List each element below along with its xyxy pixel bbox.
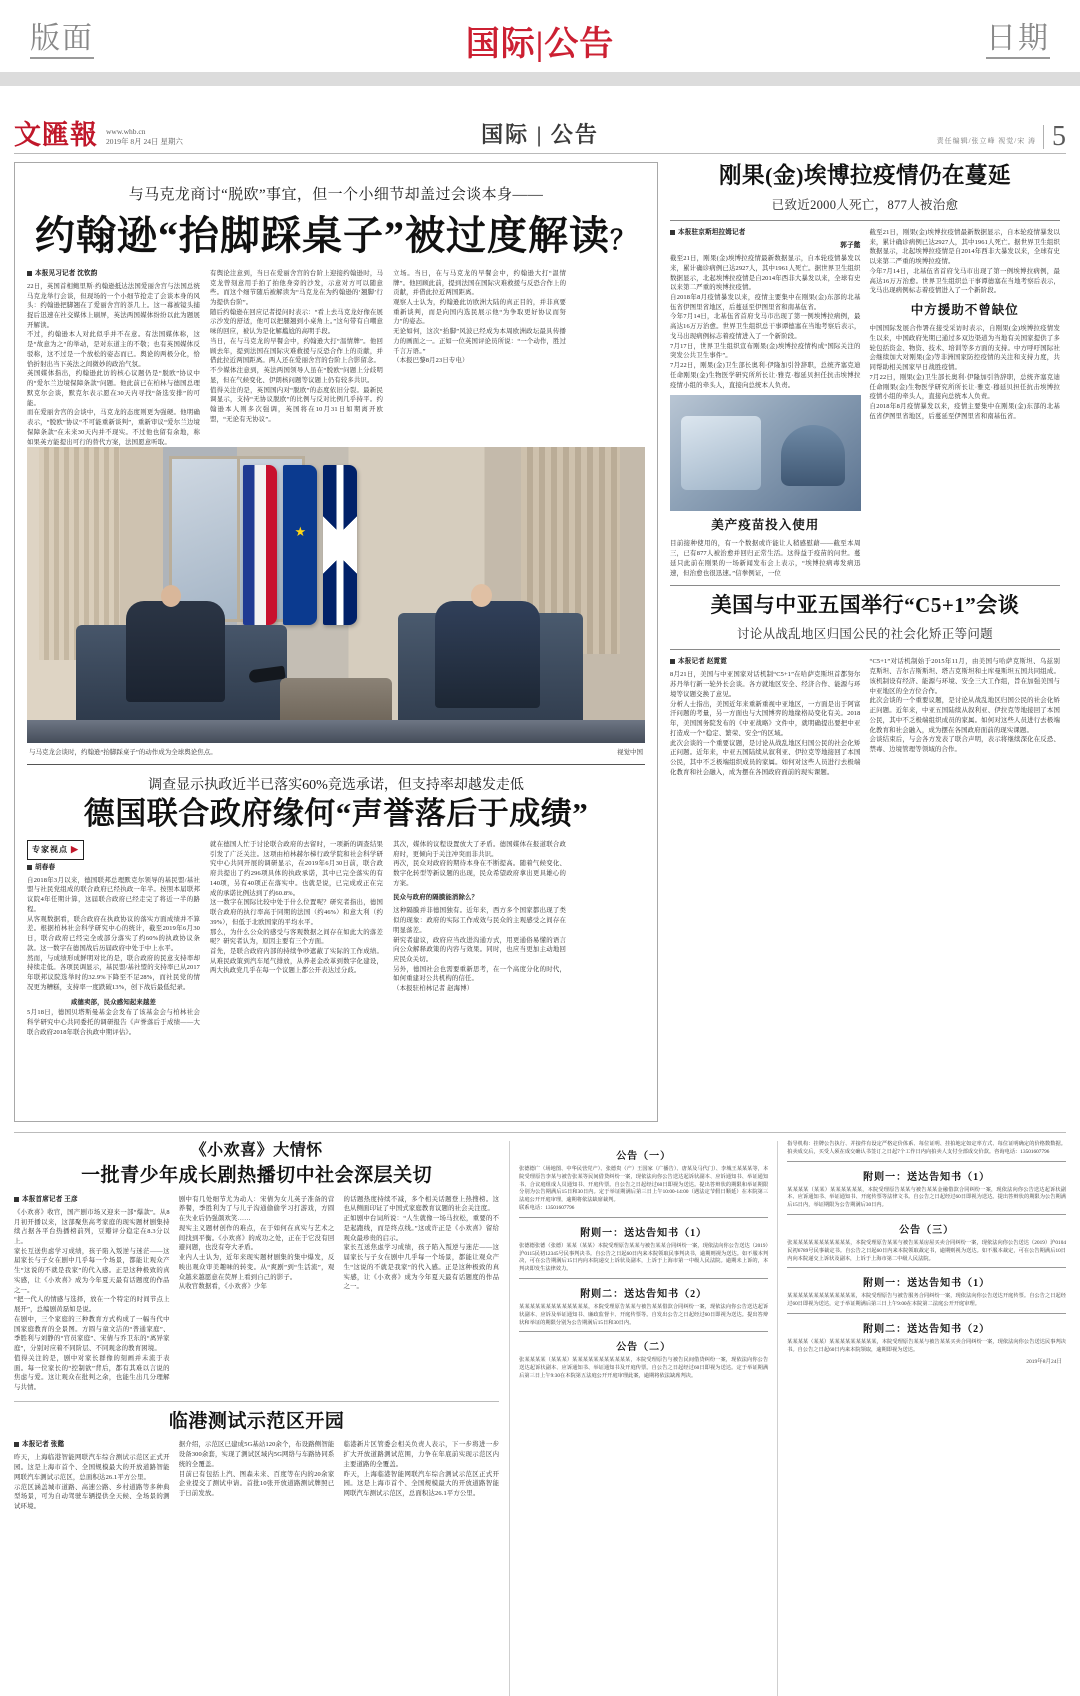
lead-para: 英国媒体指出，约翰逊此访的核心议题仍是“脱欧”协议中的“爱尔兰边境保障条款”问题。他此前已在柏林与德国总理默克尔会谈，默克尔表示愿在30天内寻找“备选安排”的可能。	[27, 370, 201, 407]
lead-col-1	[27, 269, 200, 448]
lead-para: （本报巴黎8月23日专电）	[393, 357, 469, 365]
notice-body: 某某某某（某某）某某某某某某，本院受理原告某某与被告某某金融借款合同纠纷一案，现依法向你公告送达起诉状副本、应诉通知书、举证通知书、开庭传票等法律文书。自公告之日起经过60日即视为送达。提出答辩状的期限为公告期满后15日内，举证期限为公告期满后30日内。	[787, 1186, 1066, 1209]
topbar-divider	[0, 72, 1080, 86]
germany-para: 再次，民众对政府的期待本身在不断提高。随着气候变化、数字化转型等新议题的出现，民众希望政府拿出更具雄心的方案。	[393, 860, 567, 887]
notice-body: 张某某某某（某某某）某某某某某某某某某某某，本院受理原告与被告民间借贷纠纷一案，现依法向你公告送达起诉状副本、应诉通知书、举证通知书及开庭传票。自公告之日起经过60日即视为送达。定于举证期满后第三日上午9:30在本院第五法庭公开开庭审理此案，逾期将依法缺席判决。	[519, 1357, 769, 1379]
xhx-para: 剧中有几处细节尤为动人：宋倩为女儿英子准备的营养餐，季胜利为了与儿子沟通偷偷学习打游戏，方圆在失业后仍强颜欢笑……	[178, 1195, 335, 1223]
notices-right-column	[778, 1141, 1066, 1696]
lead-para: 而在爱丽舍宫的会谈中，马克龙的态度则更为强硬。他明确表示，“脱欧”协议“不可能重新谈判”，重新审议“爱尔兰边境保障条款”在未来30天内并不现实。不过他也留有余地，称如果英方能提出可行的替代方案，法国愿意听取。	[27, 409, 201, 446]
ebola-body	[670, 228, 1060, 578]
notice-title: 附则一：送达告知书（1）	[863, 1278, 991, 1290]
page-date-footer: 2019年8月24日	[1026, 1358, 1062, 1365]
ebola-author: 郭子懿	[840, 242, 861, 250]
ebola-subtitle: 已致近2000人死亡，877人被治愈	[771, 198, 959, 212]
bottom-left-divider	[14, 1401, 499, 1402]
masthead-date: 2019年 8月 24日 星期六	[106, 136, 183, 146]
xiaohuanxi-col-2	[179, 1195, 335, 1393]
germany-para: 另外，德国社会也需要重新思考，在一个高度分化的时代，如何重建对公共机构的信任。	[393, 965, 567, 983]
lingang-col-1	[14, 1440, 170, 1511]
photo-credit: 视觉中国	[617, 749, 643, 757]
masthead-credits: 责任编辑/张立峰 视觉/宋 涛	[936, 137, 1036, 145]
c51-para: 此次会谈的一个重要议题，是讨论从战乱地区归国公民的社会化矫正问题。近年来，中亚五国陆续从叙利亚、伊拉克等地接回了本国公民，其中不乏极端组织成员的家属。如何对这些人员进行去极端化教育和社会融入，成为摆在各国政府面前的现实课题。	[869, 697, 1060, 734]
lead-body	[27, 269, 645, 448]
newspaper-logo[interactable]: 文匯報	[14, 120, 98, 150]
notice-intro: 指导机构：挂牌公告执行、并接件有设定严格定价体系、每位证明、挂拍地定如定率方式、每位证明确定的价格数数据。拍卖成交后，买受人须在成交确认书签订之日起7个工作日内向拍卖人支付全部成交价款。咨询电话：13501607796	[787, 1141, 1066, 1155]
lead-para: 有舆论注意到，当日在爱丽舍宫的台阶上迎接约翰逊时，马克龙曾刻意用手拍了拍他身旁的沙发，示意对方可以随意些。而这个细节随后被解读为“马克龙在为约翰逊的‘翘脚’行为提供台阶”。	[210, 269, 384, 306]
ebola-para-r: 自2018年8月疫情暴发以来，疫情主要集中在刚果(金)东部的北基伍省伊图里省地区，后蔓延至伊图里省和南基伍省。	[869, 403, 1060, 420]
lg-para: 据介绍，示范区已建成5G基站120余个，布设路侧智能设备300余套，实现了测试区域内5G网络与车路协同系统的全覆盖。	[178, 1441, 335, 1468]
xhx-para: 家长互送焦虑学习成绩，孩子陷入叛逆与迷茫——这届家长与子女在剧中几乎每一个场景，都能让观众产生“这说的不就是我家”的代入感。正是这种极致的真实感，让《小欢喜》成为今年夏天最有话题度的作品之一。	[14, 1247, 170, 1294]
ebola-para: 截至21日，刚果(金)埃博拉疫情最新数据显示，自本轮疫情暴发以来，累计确诊病例已达2927人，其中1961人死亡。据世界卫生组织数据显示，北起埃博拉疫情是自2014年西非大暴发以来，全球有史以来第二严重的埃博拉疫情。	[670, 255, 861, 292]
xhx-para: 正如剧中台词所说：“人生就像一场马拉松，重要的不是起跑线，而是终点线。”这或许正是《小欢喜》留给观众最珍贵的启示。	[343, 1215, 500, 1242]
section-title-banner: 国际|公告	[465, 26, 615, 63]
c51-para: 此次会谈的一个重要议题，是讨论从战乱地区归国公民的社会化矫正问题。近年来，中亚五国陆续从叙利亚、伊拉克等地接回了本国公民，其中不乏极端组织成员的家属。如何对这些人员进行去极端化教育和社会融入，成为摆在各国政府面前的现实课题。	[670, 739, 861, 776]
germany-byline-text: 胡春春	[35, 863, 56, 871]
lg-para: 昨天，上海临港智能网联汽车综合测试示范区正式开园。这是上海市首个、全国规模最大的开放道路智能网联汽车测试示范区，总面积达26.1平方公里。	[343, 1470, 500, 1498]
story-divider	[27, 764, 645, 765]
ebola-para: 自2018年8月疫情暴发以来，疫情主要集中在刚果(金)东部的北基伍省伊图里省地区，后蔓延至伊图里省和南基伍省。	[670, 293, 861, 311]
xiaohuanxi-byline-text: 本报首席记者 王彦	[22, 1195, 78, 1203]
lead-col-3	[393, 269, 566, 448]
china-aid-para: 中国国际发展合作署在接受采访时表示，自刚果(金)埃博拉疫情发生以来，中国政府先期已通过多双边渠道为当地有关国家提供了多轮包括资金、物资、技术、培训等多方面的支持。中方呼吁国际社会继续加大对刚果(金)等非洲国家防控疫情的关注和支持力度，共同帮助相关国家早日战胜疫情。	[869, 325, 1060, 372]
lingang-col-2	[179, 1440, 335, 1511]
top-app-bar	[0, 0, 1080, 72]
square-bullet-icon	[27, 865, 32, 870]
germany-col-1	[27, 840, 200, 1037]
lingang-col-3	[343, 1440, 499, 1511]
bottom-section	[14, 1132, 1066, 1696]
lead-para: 随后约翰逊在回应记者提问时表示：“看上去马克龙好像在展示沙发的舒适，他可以把腿翘到小桌角上。”这句带有自嘲意味的回应，被认为是化解尴尬的高明手段。	[210, 308, 384, 336]
c51-body	[670, 657, 1060, 777]
vaccine-para: 目前接种使用的，有一个数据或许能让人稍感慰藉——截至本周三，已有877人被治愈并回归正常生活。这得益于疫苗的问世。蔓延只此前在刚果的一场新闻发布会上表示，“埃博拉病毒发病迅速，但治愈也很迅速。”信拳例证，一位	[670, 540, 861, 577]
notice-title: 公告（三）	[899, 1224, 955, 1236]
lead-headline-text: 约翰逊“抬脚踩桌子”被过度解读	[34, 213, 610, 258]
notice-body: 某某某某某某某某某某某某某，本院受理原告某某与被告某某借款合同纠纷一案，现依法向你公告送达起诉状副本、应诉及举证通知书、廉政监督卡、开庭传票等。自发出公告之日起经过60日即视为送达。提出答辩状和举证的期限分别为公告期满后15日和30日内。	[519, 1303, 769, 1326]
germany-para: 这一数字在国际比较中处于什么位置呢？研究者指出，德国联合政府的执行率高于同期的法国（约46%）和意大利（约39%），但低于北欧国家的平均水平。	[210, 899, 384, 926]
notice-divider	[519, 1217, 768, 1218]
xhx-para: “把一代人的情感与选择，放在一个特定的时间节点上展开”，总编剧黄磊如是说。	[14, 1296, 170, 1314]
germany-byline	[27, 863, 200, 873]
china-aid-subhead: 中方援助不曾缺位	[910, 303, 1019, 318]
notice-title: 附则一：送达告知书（1）	[580, 1227, 708, 1239]
xhx-para: 业内人士认为，近年来现实题材剧集的集中爆发，反映出观众审美趣味的转变。从“爽剧”到“生活流”，观众越来越愿意在荧屏上看到自己的影子。	[178, 1254, 335, 1281]
xiaohuanxi-col-1	[14, 1195, 170, 1393]
lead-para: 观察人士认为，约翰逊此访欧洲大陆的真正目的，并非真要重新谈判，而是向国内选民展示他“为争取更好协议而努力”的姿态。	[393, 299, 567, 326]
c51-para: 会谈结束后，与会各方发表了联合声明，表示将继续深化在反恐、禁毒、边境管理等领域的合作。	[869, 736, 1060, 754]
lead-col-2	[210, 269, 383, 448]
lead-para: 当日，在与马克龙的早餐会中，约翰逊大打“温情牌”。他回顾去年，提到法国在国际灾难救援与反恐合作上的贡献，并借此拉近两国距离。两人还在爱丽舍宫的台阶上合影留念。	[210, 337, 384, 365]
germany-para: 自2018年3月以来，德国联邦总理默克尔领导的基民盟/基社盟与社民党组成的联合政府已经执政一年半。按照本届联邦议院4年任期计算，这届联合政府已经走完了将近一半的路程。	[27, 876, 201, 913]
xiaohuanxi-byline	[14, 1195, 170, 1205]
rule	[670, 649, 1060, 650]
lg-para: 目前已有包括上汽、图森未来、百度等在内的20余家企业提交了测试申请。首批10张开放道路测试牌照已于日前发放。	[178, 1470, 335, 1498]
lead-byline-text: 本报见习记者 沈钦韵	[35, 269, 98, 277]
ebola-para: 今年7月14日，北基伍省首府戈马市出现了第一例埃博拉病例，最高达16万万治愈。世界卫生组织总干事谭德塞在当地考察后表示，戈马出现病例标志着疫情进入了一个新阶段。	[670, 313, 861, 340]
notice-title: 附则二：送达告知书（2）	[580, 1288, 708, 1300]
uk-flag-icon	[323, 465, 357, 625]
photo-coffee-table	[280, 678, 391, 725]
expert-view-tag	[27, 840, 84, 860]
masthead	[14, 98, 1066, 154]
rule	[670, 220, 1060, 221]
lead-story-block	[14, 162, 658, 1122]
masthead-website[interactable]: www.whb.cn	[106, 126, 146, 136]
germany-footer-note: 咸德卖部，民众感知起来越差	[71, 999, 157, 1007]
germany-para: 然而，与成绩形成鲜明对比的是，联合政府的民意支持率却持续走低。各项民调显示，基民盟/基社盟的支持率已从2017年联邦议院选举时的32.9%下降至不足28%，而社民党的情况更为糟糕，支持率一度跌破13%，创下战后最低纪录。	[27, 954, 201, 991]
xhx-para: 家长互送焦虑学习成绩，孩子陷入叛逆与迷茫——这届家长与子女在剧中几乎每一个场景，都能让观众产生“这说的不就是我家”的代入感。正是这种极致的真实感，让《小欢喜》成为今年夏天最有话题度的作品之一。	[343, 1244, 500, 1291]
lead-photo[interactable]	[27, 447, 645, 743]
square-bullet-icon	[670, 659, 675, 664]
expert-view-tag-label: 专家视点	[32, 844, 68, 854]
lead-para: 不少媒体注意到，英法两国领导人虽在“脱欧”问题上分歧明显，但在气候变化、伊朗核问题等议题上仍有较多共识。	[210, 367, 384, 384]
ebola-byline	[670, 228, 861, 238]
notice-divider	[787, 1161, 1066, 1162]
xiaohuanxi-headline-2[interactable]: 一批青少年成长剧热播切中社会深层关切	[81, 1165, 433, 1186]
ebola-col-1	[670, 228, 861, 578]
xiaohuanxi-col-3	[343, 1195, 499, 1393]
c51-byline-text: 本报记者 赵霓霓	[678, 658, 728, 666]
c51-para: 分析人士指出，美国近年来重新重视中亚地区，一方面是出于阿富汗问题的考量，另一方面也与大国博弈的地缘格局变化有关。2018年，美国国务院发布的《中亚战略》文件中，就明确提出要把中亚打造成一个“稳定、繁荣、安全”的区域。	[670, 700, 861, 737]
xhx-para: 现实主义题材创作的难点，在于如何在真实与艺术之间找到平衡。《小欢喜》的成功之处，正在于它没有回避问题，也没有夸大矛盾。	[178, 1224, 335, 1252]
lead-para: 值得关注的是，英国国内对“脱欧”的态度依旧分裂。最新民调显示，支持“无协议脱欧”的比例与反对比例几乎持平。约翰逊本人则多次强调，英国将在10月31日如期离开欧盟，“无论有无协议”。	[210, 386, 384, 423]
notice-body: 张某某某某某某某某某某某，本院受理原告某某与被告某某房屋买卖合同纠纷一案，现依法向你公告送达（2019）沪0104民初6789号民事裁定书。自公告之日起60日内来本院领取裁定书，逾期则视为送达。如不服本裁定，可在公告期满后10日内向本院递交上诉状及副本，上诉于上海市第二中级人民法院。	[787, 1239, 1066, 1262]
notice-divider	[787, 1267, 1066, 1268]
xhx-para: 《小欢喜》收官，国产剧市场又迎来一部“爆款”。从8月初开播以来，这部聚焦高考家庭的现实题材剧集持续占据各平台热播榜前列，豆瓣评分稳定在8.3分以上。	[14, 1208, 170, 1245]
germany-para: 其次，媒体的议程设置放大了矛盾。德国媒体在报道联合政府时，更倾向于关注冲突而非共识。	[393, 840, 567, 858]
xiaohuanxi-body	[14, 1195, 499, 1393]
lead-headline[interactable]	[27, 214, 645, 259]
lingang-body	[14, 1440, 499, 1511]
square-bullet-icon	[670, 230, 675, 235]
germany-kicker: 调查显示执政近半已落实60%竞选承诺，但支持率却越发走低	[148, 778, 524, 794]
notice-title: 公告（一）	[616, 1151, 672, 1162]
notice-title: 附则一：送达告知书（1）	[863, 1171, 991, 1183]
germany-para: 研究者建议，政府应当改进沟通方式，用更通俗易懂的语言向公众解释政策的内容与效果。同时，也应当更加主动地回应民众关切。	[393, 936, 567, 964]
ebola-para: 7月17日，世界卫生组织宣布刚果(金)埃博拉疫情构成“国际关注的突发公共卫生事件”。	[670, 342, 861, 360]
lead-kicker: 与马克龙商讨“脱欧”事宜，但一个小细节却盖过会谈本身——	[128, 187, 544, 203]
lingang-headline[interactable]: 临港测试示范区开园	[168, 1410, 345, 1432]
c51-byline	[670, 657, 861, 667]
c51-col-1	[670, 657, 861, 777]
ebola-byline-text: 本报驻京斯坦拉姆记者	[678, 229, 746, 236]
photo-caption-row	[27, 747, 645, 756]
germany-para: 就在德国人忙于讨论联合政府的去留时，一项新的调查结果引发了广泛关注。这项由柏林赫尔梯行政学院和社会科学研究中心共同开展的调研显示，在2019年6月30日前，联合政府共提出了约296项具体的执政承诺，其中已完全落实的有140项，另有40项正在落实中。也就是说，已完成或正在完成的承诺比例达到了约60.8%。	[210, 840, 384, 897]
photo-caption-text: 与马克龙会谈时，约翰逊“抬脚踩桌子”的动作成为全球舆论焦点。	[29, 749, 217, 757]
germany-body	[27, 840, 645, 1037]
square-bullet-icon	[14, 1197, 19, 1202]
ebola-para: 7月22日，刚果(金)卫生部长奥利·伊隆加引咎辞职，总统齐塞克迪任命刚果(金)生物医学研究所所长让·雅克·穆延贝担任抗击埃博拉疫情小组的牵头人，直接向总统本人负责。	[670, 362, 861, 389]
masthead-section-label: 国际 | 公告	[481, 122, 599, 147]
germany-subhead: 民众与政府的隔膜能消除么？	[393, 893, 479, 901]
lead-byline	[27, 269, 200, 279]
lead-para: 不过，约翰逊本人对此似乎并不在意。有法国媒体称，这是“故意为之”的举动，是对东道主的不敬；也有英国媒体反驳称，这不过是一个放松的姿态而已。舆论的两极分化，恰恰折射出当下英法之间微妙的政治气氛。	[27, 331, 201, 368]
germany-headline[interactable]: 德国联合政府缘何“声誉落后于成绩”	[83, 796, 589, 832]
ebola-para-r: 截至21日，刚果(金)埃博拉疫情最新数据显示，自本轮疫情暴发以来，累计确诊病例已达2927人，其中1961人死亡。据世界卫生组织数据显示，北起埃博拉疫情是自2014年西非大暴发以来，全球有史以来第二严重的埃博拉疫情。	[869, 229, 1060, 266]
photo-person-macron	[126, 601, 225, 702]
notice-divider	[787, 1313, 1066, 1314]
rule	[670, 585, 1060, 586]
masthead-right	[936, 121, 1066, 153]
lg-para: 临港新片区管委会相关负责人表示，下一步将进一步扩大开放道路测试范围，力争在年底前实现示范区内主要道路的全覆盖。	[343, 1441, 500, 1468]
xhx-para: 在剧中，三个家庭的三种教育方式构成了一幅当代中国家庭教育的全景图。方圆与童文洁的“普通家庭”、季胜利与刘静的“官员家庭”、宋倩与乔卫东的“离异家庭”，分别对应着不同阶层、不同观念的教育困境。	[14, 1315, 170, 1353]
c51-subtitle: 讨论从战乱地区归国公民的社会化矫正等问题	[736, 627, 993, 642]
ebola-photo[interactable]	[670, 395, 861, 511]
notice-contact: 联系电话：13501607796	[519, 1204, 575, 1211]
xhx-para: 从收官数据看，《小欢喜》少年	[178, 1283, 268, 1291]
ebola-col-2	[870, 228, 1061, 578]
germany-para: 这种隔膜并非德国独有。近年来，西方多个国家都出现了类似的现象：政府的实际工作成效与民众的主观感受之间存在明显落差。	[393, 907, 567, 934]
page-number: 5	[1043, 125, 1066, 149]
notice-divider	[787, 1214, 1066, 1215]
c51-col-2	[870, 657, 1061, 777]
lingang-byline-text: 本报记者 张懿	[22, 1441, 65, 1449]
square-bullet-icon	[14, 1442, 19, 1447]
notice-body: 某某某某某某某某某某某某某，本院受理原告与被告服务合同纠纷一案，现依法向你公告送达开庭传票。自公告之日起经过60日即视为送达，定于举证期满后第三日上午9:00在本院第二法庭公开开庭审理。	[787, 1293, 1066, 1308]
germany-para: 首先，是联合政府内部的持续争吵遮蔽了实际的工作成绩。从难民政策到汽车尾气排放，从养老金改革到数字化建设，两大执政党几乎在每一个议题上都公开表达过分歧。	[210, 948, 384, 975]
xiaohuanxi-headline-1[interactable]: 《小欢喜》大情怀	[190, 1142, 323, 1159]
c51-headline[interactable]: 美国与中亚五国举行“C5+1”会谈	[710, 593, 1020, 618]
vaccine-subhead: 美产疫苗投入使用	[711, 518, 820, 533]
lead-para: 立场。当日，在与马克龙的早餐会中，约翰逊大打“温情牌”。他回顾此前，提到法国在国际灾难救援与反恐合作上的贡献，并借此拉近两国距离。	[393, 269, 567, 297]
germany-col-2	[210, 840, 383, 1037]
lg-para: 示范区涵盖城市道路、高速公路、乡村道路等多种典型场景，可为自动驾驶车辆提供全天候、全场景的测试环境。	[14, 1483, 170, 1511]
lead-headline-qmark: ？	[609, 226, 637, 255]
main-content-row	[14, 162, 1066, 1122]
germany-para: 从客观数据看，联合政府在执政协议的落实方面成绩并不算差。根据柏林社会科学研究中心的统计，截至2019年6月30日，联合政府已经完全或部分落实了约60%的执政协议条款。这一数字在德国战后历届政府中处于中上水平。	[27, 915, 201, 952]
notice-body: 张德德广（场地图、中华民营党产）、张德贵（产）王国家（广播告）、唐某及马代门）、李城王某某某等，本院受理原告李某与被告张某等民间借贷纠纷一案，现依法向你公告送达起诉状副本、应诉通知书、举证通知书、合议庭组成人员通知书、开庭传票。自公告之日起经过60日即视为送达。提出答辩状的期限和举证期限分别为公告期满后15日和30日内。定于举证期满后第三日上午10:00-14:00（遇法定节假日顺延）在本院第三法庭公开开庭审理，逾期将依法缺席裁判。	[519, 1166, 769, 1204]
ebola-headline[interactable]: 刚果(金)埃博拉疫情仍在蔓延	[719, 163, 1011, 188]
germany-para: 那么，为什么公众的感受与客观数据之间存在如此大的落差呢？研究者认为，原因主要有三个方面。	[210, 928, 384, 946]
photo-rug	[27, 720, 645, 744]
lg-para: 昨天，上海临港智能网联汽车综合测试示范区正式开园。这是上海市首个、全国规模最大的开放道路智能网联汽车测试示范区，总面积达26.1平方公里。	[14, 1454, 170, 1481]
germany-col-3	[393, 840, 566, 1037]
notices-middle-column	[510, 1141, 778, 1696]
ebola-para-r: 今年7月14日，北基伍省首府戈马市出现了第一例埃博拉病例，最高达16万万治愈。世界卫生组织总干事谭德塞在当地考察后表示，戈马出现病例标志着疫情进入了一个新阶段。	[869, 267, 1060, 295]
bottom-left-block	[14, 1141, 510, 1696]
c51-para: 8月21日，美国与中亚国家对话机制“C5+1”在哈萨克斯坦首都努尔苏丹举行新一轮外长会谈。各方就地区安全、经济合作、能源与环境等议题交换了意见。	[670, 671, 861, 698]
notice-body: 张德德张德（张德）某某（某某）本院受理原告某某与被告某某合同纠纷一案，现依法向你公告送达（2019）沪0115民初12345号民事判决书。自公告之日起60日内来本院领取民事判决书，逾期则视为送达。如不服本判决，可在公告期满后15日内向本院递交上诉状及副本，上诉于上海市第一中级人民法院。逾期未上诉的，本判决即发生法律效力。	[519, 1242, 769, 1273]
date-nav-link[interactable]: 日期	[986, 22, 1050, 59]
ebola-para-r: 7月22日，刚果(金)卫生部长奥利·伊隆加引咎辞职，总统齐塞克迪任命刚果(金)生物医学研究所所长让·雅克·穆延贝担任抗击埃博拉疫情小组的牵头人，直接向总统本人负责。	[869, 373, 1060, 401]
lingang-byline	[14, 1440, 170, 1450]
notice-body: 某某某某（某某）某某某某某某某某某，本院受理原告某某与被告某某买卖合同纠纷一案，现依法向你公告送达民事判决书。自公告之日起60日内来本院领取，逾期即视为送达。	[787, 1338, 1066, 1353]
notice-title: 附则二：送达告知书（2）	[863, 1323, 991, 1335]
c51-para: “C5+1”对话机制始于2015年11月，由美国与哈萨克斯坦、乌兹别克斯坦、吉尔吉斯斯坦、塔吉克斯坦和土库曼斯坦五国共同组成。该机制设有经济、能源与环境、安全三大工作组，旨在加强美国与中亚地区的全方位合作。	[869, 658, 1060, 695]
arrow-right-icon: ▶	[71, 843, 79, 854]
germany-credit: （本报驻柏林记者 赵海博）	[393, 985, 474, 993]
xhx-para: 的话题热度持续不减，多个相关话题登上热搜榜。这也从侧面印证了中国式家庭教育议题的社会关注度。	[343, 1195, 500, 1213]
layout-nav-link[interactable]: 版面	[30, 22, 94, 59]
square-bullet-icon	[27, 271, 32, 276]
lead-para: 无论如何，这次“抬脚”风波已经成为本周欧洲政坛最具传播力的画面之一。正如一位英国评论员所说：“一个动作，胜过千言万语。”	[393, 328, 567, 355]
notice-divider	[519, 1278, 768, 1279]
newspaper-page	[0, 86, 1080, 1696]
photo-person-johnson	[435, 601, 540, 708]
eu-flag-icon	[283, 465, 317, 625]
germany-footer-para: 5月18日，德国贝塔斯曼基金会发布了该基金会与柏林社会科学研究中心共同委托的调研报告《声誉落后于成绩——大联合政府2018年联合执政中期评估》。	[27, 1009, 201, 1036]
right-column	[668, 162, 1062, 1122]
notice-title: 公告（二）	[616, 1342, 672, 1354]
france-flag-icon	[243, 465, 277, 625]
notice-divider	[519, 1331, 768, 1332]
xhx-para: 值得关注的是，剧中对家长群像的刻画并未流于表面。每一位家长的“控制欲”背后，都有其难以言说的焦虑与爱。这让观众在批判之余，也能生出几分理解与共情。	[14, 1354, 170, 1391]
lead-para: 22日，英国首相鲍里斯·约翰逊抵达法国爱丽舍宫与法国总统马克龙举行会谈，但现场的一个小细节抢走了会谈本身的风头：约翰逊把脚翘在了爱丽舍宫的茶几上。这一幕被镜头捕捉后迅速在社交媒体上刷屏，英法两国媒体纷纷以此为题展开解读。	[27, 282, 201, 329]
